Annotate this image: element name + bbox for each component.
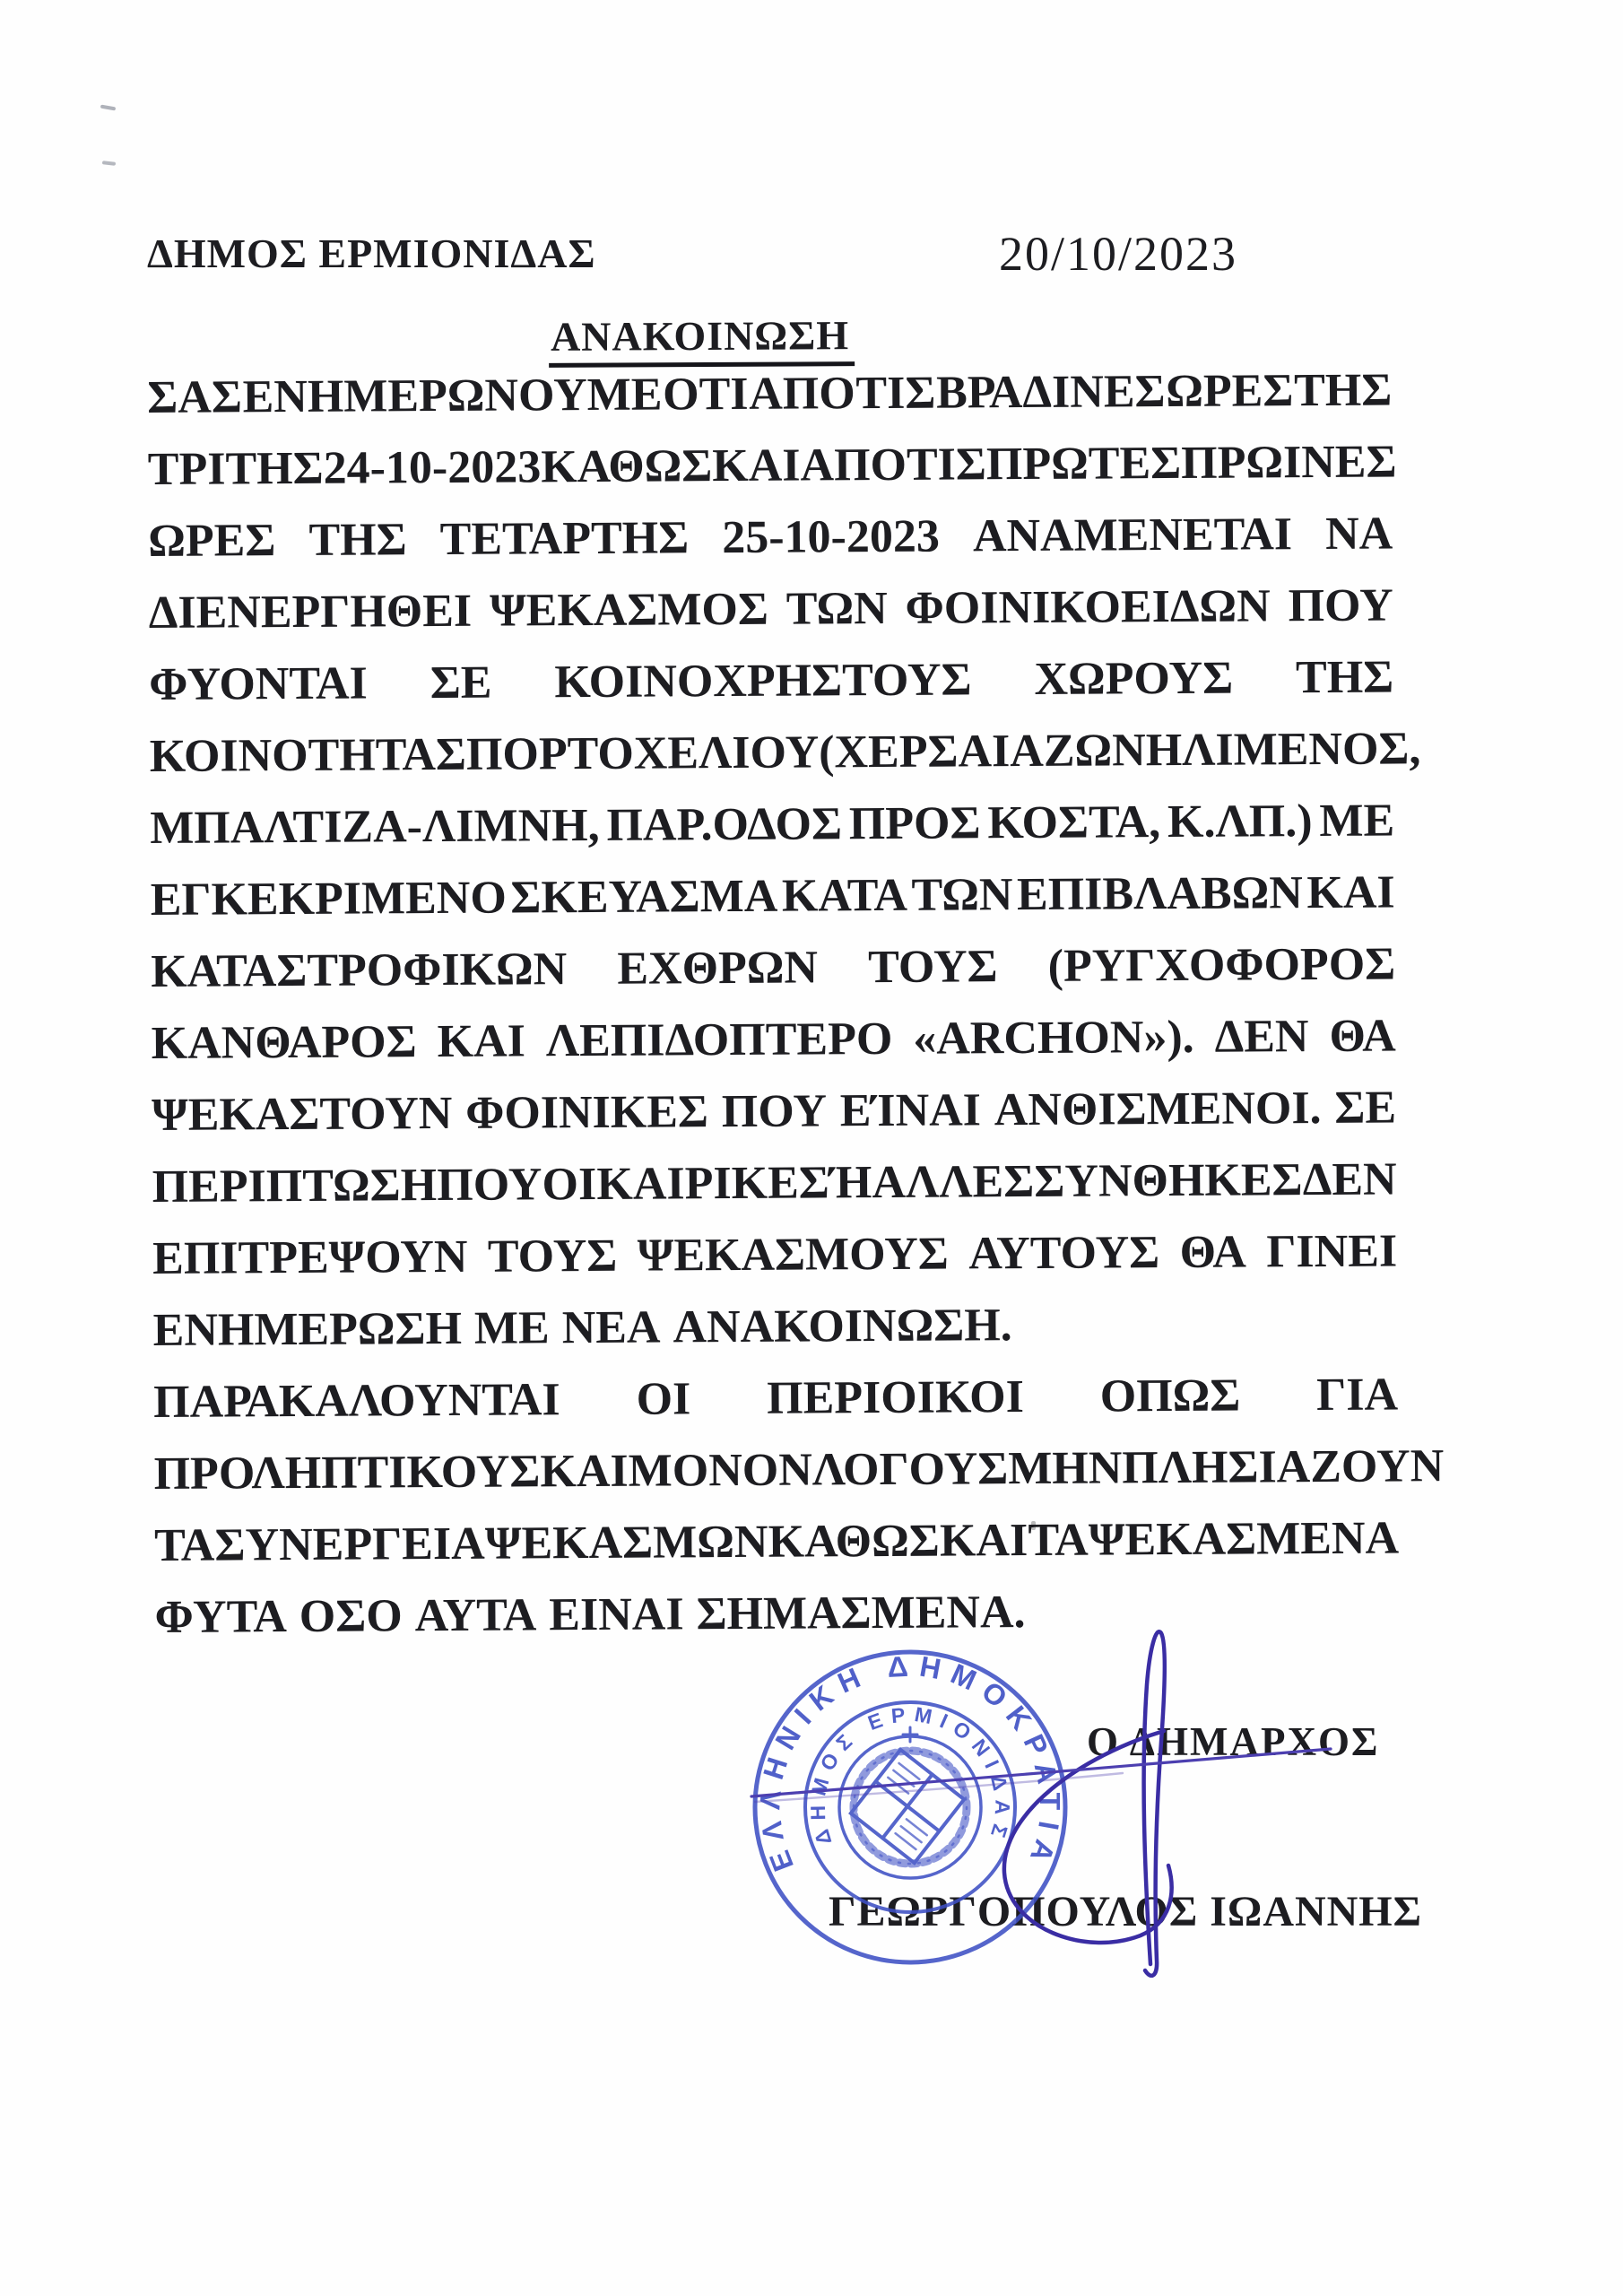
document-date: 20/10/2023 (999, 227, 1238, 281)
body-line: ΠΑΡΑΚΑΛΟΥΝΤΑΙ ΟΙ ΠΕΡΙΟΙΚΟΙ ΟΠΩΣ ΓΙΑ (152, 1369, 1399, 1428)
body-line: ΠΡΟΛΗΠΤΙΚΟΥΣ ΚΑΙ ΜΟΝΟΝ ΛΟΓΟΥΣ ΜΗΝ ΠΛΗΣΙΑΖΟΥΝ (153, 1440, 1445, 1500)
stamp-coat-of-arms (851, 1750, 964, 1863)
body-line: ΨΕΚΑΣΤΟΥΝ ΦΟΙΝΙΚΕΣ ΠΟΥ ΕΊΝΑΙ ΑΝΘΙΣΜΕΝΟΙ. ΣΕ (152, 1082, 1397, 1141)
stamp-outer-ring-text: ΕΛΛΗΝΙΚΗ ΔΗΜΟΚΡΑΤΙΑ (753, 1649, 1067, 1876)
document-title: ΑΝΑΚΟΙΝΩΣΗ (549, 311, 855, 368)
body-line: ΕΠΙΤΡΕΨΟΥΝ ΤΟΥΣ ΨΕΚΑΣΜΟΥΣ ΑΥΤΟΥΣ ΘΑ ΓΙΝΕΙ (152, 1225, 1398, 1284)
body-line: ΩΡΕΣ ΤΗΣ ΤΕΤΑΡΤΗΣ 25-10-2023 ΑΝΑΜΕΝΕΤΑΙ ΝΑ (148, 508, 1393, 567)
organization-name: ΔΗΜΟΣ ΕΡΜΙΟΝΙΔΑΣ (147, 230, 596, 276)
signer-role: Ο ΔΗΜΑΡΧΟΣ (1087, 1719, 1380, 1764)
body-line: ΠΕΡΙΠΤΩΣΗ ΠΟΥ ΟΙ ΚΑΙΡΙΚΕΣ Ή ΑΛΛΕΣ ΣΥΝΘΗΚΕΣ ΔΕΝ (152, 1153, 1397, 1213)
scan-artifact-dash (100, 105, 116, 111)
body-line: ΦΥΟΝΤΑΙ ΣΕ ΚΟΙΝΟΧΡΗΣΤΟΥΣ ΧΩΡΟΥΣ ΤΗΣ (149, 651, 1394, 710)
body-line: ΤΑ ΣΥΝΕΡΓΕΙΑ ΨΕΚΑΣΜΩΝ ΚΑΘΩΣ ΚΑΙ ΤΑ ΨΕΚΑΣΜΕΝΑ (153, 1512, 1400, 1571)
body-line: ΜΠΑΛΤΙΖΑ-ΛΙΜΝΗ, ΠΑΡ.ΟΔΟΣ ΠΡΟΣ ΚΟΣΤΑ, Κ.ΛΠ.) ΜΕ (150, 795, 1395, 854)
body-line: ΚΑΝΘΑΡΟΣ ΚΑΙ ΛΕΠΙΔΟΠΤΕΡΟ «ARCHON»). ΔΕΝ ΘΑ (151, 1010, 1396, 1069)
body-line: ΕΝΗΜΕΡΩΣΗ ΜΕ ΝΕΑ ΑΝΑΚΟΙΝΩΣΗ. (152, 1300, 1012, 1356)
body-line: ΔΙΕΝΕΡΓΗΘΕΙ ΨΕΚΑΣΜΟΣ ΤΩΝ ΦΟΙΝΙΚΟΕΙΔΩΝ ΠΟΥ (148, 579, 1393, 639)
body-line: ΦΥΤΑ ΟΣΟ ΑΥΤΑ ΕΙΝΑΙ ΣΗΜΑΣΜΕΝΑ. (154, 1587, 1026, 1643)
body-line: ΚΑΤΑΣΤΡΟΦΙΚΩΝ ΕΧΘΡΩΝ ΤΟΥΣ (ΡΥΓΧΟΦΟΡΟΣ (151, 938, 1396, 997)
stamp-inner-ring-text: ΔΗΜΟΣ ΕΡΜΙΟΝΙΔΑΣ (805, 1702, 1015, 1848)
body-line: ΤΡΙΤΗΣ 24-10-2023 ΚΑΘΩΣ ΚΑΙ ΑΠΟ ΤΙΣ ΠΡΩΤΕΣ ΠΡΩΙΝΕΣ (147, 436, 1397, 495)
stamp-top-cross-icon (903, 1727, 917, 1742)
body-line: ΕΓΚΕΚΡΙΜΕΝΟ ΣΚΕΥΑΣΜΑ ΚΑΤΑ ΤΩΝ ΕΠΙΒΛΑΒΩΝ ΚΑΙ (150, 866, 1395, 926)
announcement-body (147, 345, 1445, 1644)
body-line: ΚΟΙΝΟΤΗΤΑΣ ΠΟΡΤΟΧΕΛΙΟΥ (ΧΕΡΣΑΙΑ ΖΩΝΗ ΛΙΜΕΝΟΣ, (149, 723, 1421, 782)
signer-name: ΓΕΩΡΓΟΠΟΥΛΟΣ ΙΩΑΝΝΗΣ (829, 1888, 1423, 1935)
scan-artifact-dash (102, 161, 116, 166)
body-line: ΣΑΣ ΕΝΗΜΕΡΩΝΟΥΜΕ ΟΤΙ ΑΠΟ ΤΙΣ ΒΡΑΔΙΝΕΣ ΩΡΕΣ ΤΗΣ (147, 364, 1393, 423)
stamp-wreath (854, 1751, 967, 1864)
